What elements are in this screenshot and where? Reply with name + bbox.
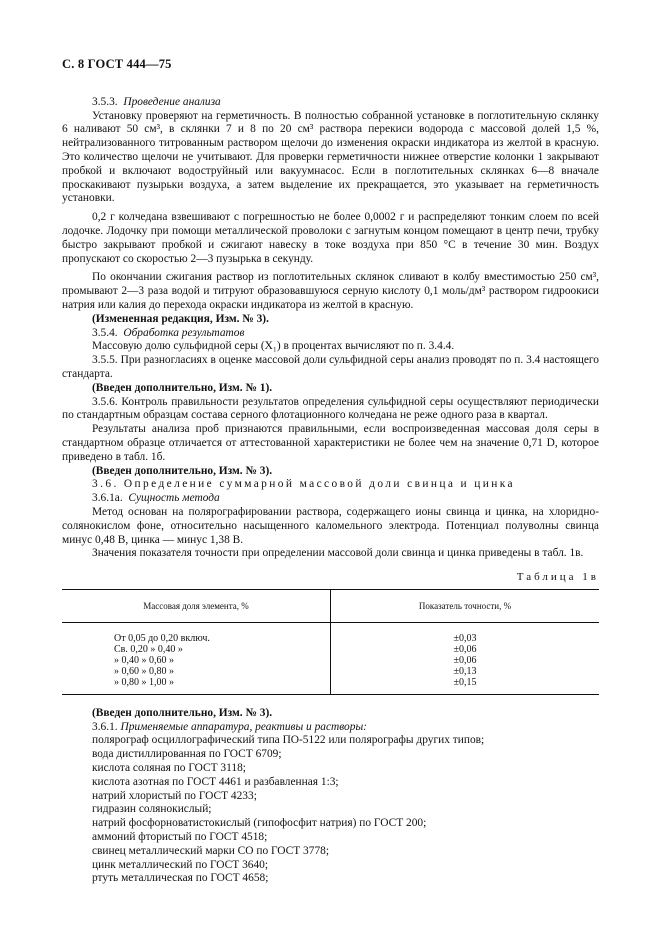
list-item: цинк металлический по ГОСТ 3640; [92, 858, 269, 871]
table-row [62, 677, 599, 695]
table-row [62, 644, 599, 655]
section-title: Применяемые аппаратура, реактивы и растворы: [120, 720, 367, 733]
list-item: ртуть металлическая по ГОСТ 4658; [92, 872, 269, 885]
table-cell-value: ±0,13 [453, 665, 477, 677]
page-header: С. 8 ГОСТ 444—75 [62, 57, 172, 71]
list-item: кислота соляная по ГОСТ 3118; [92, 762, 246, 775]
table-row [62, 622, 599, 644]
amendment-note: (Измененная редакция, Изм. № 3). [92, 312, 269, 325]
list-item: аммоний фтористый по ГОСТ 4518; [92, 831, 268, 844]
list-item: гидразин солянокислый; [92, 803, 212, 816]
section-heading [62, 492, 599, 506]
list-item: натрий хлористый по ГОСТ 4233; [92, 789, 257, 802]
paragraph: Массовую долю сульфидной серы (X₁) в процентах вычисляют по п. 3.4.4. [92, 340, 455, 353]
section-heading [62, 327, 599, 341]
section-number: 3.6.1а. [92, 492, 123, 505]
section-number: 3.5.3. [92, 95, 118, 108]
table-cell-range: » 0,60 » 0,80 » [62, 666, 331, 677]
section-heading [62, 721, 599, 735]
section-title: Сущность метода [128, 492, 220, 505]
body-text [62, 96, 599, 561]
section-number: 3.6.1. [92, 720, 118, 733]
table-cell-range: » 0,80 » 1,00 » [62, 677, 331, 695]
paragraph: Значения показателя точности при определении массовой доли свинца и цинка приведены в табл. 1в. [92, 547, 584, 560]
amendment-note: (Введен дополнительно, Изм. № 3). [92, 706, 273, 719]
table-header-accuracy: Показатель точности, % [331, 589, 600, 622]
paragraph: По окончании сжигания раствор из поглотительных склянок сливают в колбу вместимостью 250 см³, промывают 2—3 раза водой и титруют образовавшуюся серную кислоту 0,1 моль/дм³ раствором гидроокиси натрия или калия до перехода окраски индикатора из желтой в красную. [62, 271, 599, 311]
table-body [62, 622, 599, 694]
table-cell-value: ±0,06 [453, 654, 477, 666]
paragraph: 3.5.6. Контроль правильности результатов определения сульфидной серы осуществляют периодически по стандартным образцам состава серного флотационного колчедана не реже одного раза в квартал. [62, 395, 599, 422]
table-cell-range: Св. 0,20 » 0,40 » [62, 644, 331, 655]
table-row [62, 655, 599, 666]
section-heading [62, 96, 599, 110]
table-caption: Таблица 1в [516, 571, 599, 584]
list-item: свинец металлический марки СО по ГОСТ 3778; [92, 844, 330, 857]
section-heading-spaced: 3.6. Определение суммарной массовой доли свинца и цинка [92, 478, 515, 491]
list-item: полярограф осциллографический типа ПО-5122 или полярографы других типов; [92, 734, 485, 747]
table-row [62, 666, 599, 677]
section-title: Обработка результатов [123, 326, 245, 339]
list-item: натрий фосфорноватистокислый (гипофосфит натрия) по ГОСТ 200; [92, 817, 427, 830]
section-number: 3.5.4. [92, 326, 118, 339]
paragraph: Результаты анализа проб признаются правильными, если воспроизведенная массовая доля серы в стандартном образце отличается от аттестованной характеристики не более чем на значение 0,71 D, которое приведено в табл. 1б. [62, 423, 599, 463]
list-item: кислота азотная по ГОСТ 4461 и разбавленная 1:3; [92, 775, 339, 788]
table-cell-value: ±0,15 [331, 677, 600, 695]
amendment-note: (Введен дополнительно, Изм. № 1). [92, 381, 273, 394]
paragraph: Установку проверяют на герметичность. В полностью собранной установке в поглотительную склянку 6 наливают 50 см³, в склянки 7 и 8 по 20 см³ раствора перекиси водорода с массовой долей 1,5 %, нейтрализованного титрованным раствором щелочи до изменения окраски индикатора из желтой в красную. Это количество щелочи не учитывают. Для проверки герметичности нижнее отверстие колонки 1 закрывают пробкой и включают водоструйный или вакуумнасос. Если в поглотительных склянках 6—8 вначале проскакивают пузырьки воздуха, а затем выделение их прекращается, это указывает на герметичность установки. [62, 109, 599, 205]
table-cell-range: » 0,40 » 0,60 » [62, 655, 331, 666]
paragraph: Метод основан на полярографировании раствора, содержащего ионы свинца и цинка, на хлоридно-солянокислом фоне, относительно насыщенного каломельного электрода. Потенциал полуволны свинца минус 0,48 В, цинка — минус 1,38 В. [62, 505, 599, 546]
list-item: вода дистиллированная по ГОСТ 6709; [92, 748, 282, 761]
reagent-list [62, 734, 599, 886]
amendment-note: (Введен дополнительно, Изм. № 3). [92, 464, 273, 477]
section-title: Проведение анализа [123, 95, 221, 108]
accuracy-table [62, 589, 599, 695]
table-cell-value: ±0,03 [453, 632, 477, 644]
table-header-mass-fraction: Массовая доля элемента, % [62, 589, 331, 622]
table-cell-value: ±0,06 [453, 643, 477, 655]
paragraph: 0,2 г колчедана взвешивают с погрешностью не более 0,0002 г и распределяют тонким слоем по всей лодочке. Лодочку при помощи металлической проволоки с загнутым концом помещают в центр печи, трубку быстро закрывают пробкой и сжигают навеску в токе воздуха при 850 °С в течение 30 мин. Воздух пропускают со скоростью 2—3 пузырька в секунду. [62, 211, 599, 265]
paragraph: 3.5.5. При разногласиях в оценке массовой доли сульфидной серы анализ проводят по п. 3.4 настоящего стандарта. [62, 354, 599, 380]
table-cell-range: От 0,05 до 0,20 включ. [62, 622, 331, 644]
